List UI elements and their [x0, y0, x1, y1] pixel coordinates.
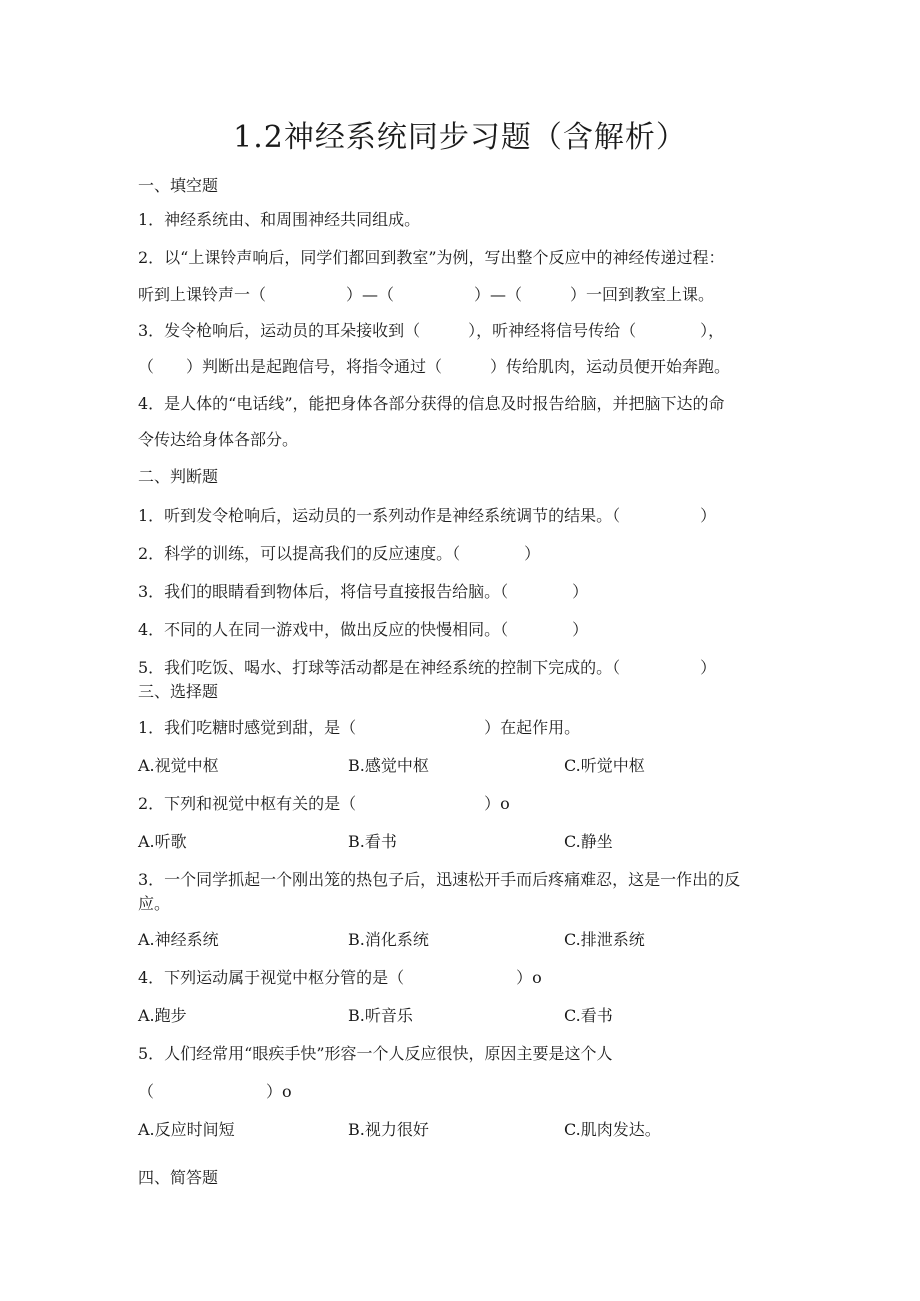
fill-question-4-line-2: 令传达给身体各部分。	[138, 430, 299, 449]
fill-question-3-line-1: 3．发令枪响后，运动员的耳朵接收到（ ），听神经将信号传给（ ），	[138, 321, 725, 340]
judge-question-1: 1．听到发令枪响后，运动员的一系列动作是神经系统调节的结果。（ ）	[138, 506, 717, 525]
choice-3-option-b: B.消化系统	[348, 930, 429, 949]
choice-question-5-line-1: 5．人们经常用“眼疾手快”形容一个人反应很快，原因主要是这个人	[138, 1044, 613, 1063]
choice-1-option-b: B.感觉中枢	[348, 756, 429, 775]
fill-question-4-line-1: 4．是人体的“电话线”，能把身体各部分获得的信息及时报告给脑，并把脑下达的命	[138, 394, 725, 413]
choice-2-option-c: C.静坐	[564, 832, 613, 851]
judge-question-5: 5．我们吃饭、喝水、打球等活动都是在神经系统的控制下完成的。（ ）	[138, 658, 717, 677]
choice-question-3-line-1: 3．一个同学抓起一个刚出笼的热包子后，迅速松开手而后疼痛难忍，这是一作出的反	[138, 870, 741, 889]
choice-question-2: 2．下列和视觉中枢有关的是（ ）o	[138, 794, 510, 813]
choice-5-option-a: A.反应时间短	[138, 1120, 235, 1139]
section-heading-judge: 二、判断题	[138, 467, 219, 486]
choice-4-option-a: A.跑步	[138, 1006, 187, 1025]
fill-question-2-line-1: 2．以“上课铃声响后，同学们都回到教室”为例，写出整个反应中的神经传递过程：	[138, 248, 725, 267]
fill-question-1: 1．神经系统由、和周围神经共同组成。	[138, 210, 421, 229]
fill-question-3-line-2: （ ）判断出是起跑信号，将指令通过（ ）传给肌肉，运动员便开始奔跑。	[138, 357, 731, 376]
judge-question-2: 2．科学的训练，可以提高我们的反应速度。（ ）	[138, 544, 541, 563]
choice-2-option-a: A.听歌	[138, 832, 187, 851]
judge-question-4: 4．不同的人在同一游戏中，做出反应的快慢相同。（ ）	[138, 620, 589, 639]
choice-3-option-c: C.排泄系统	[564, 930, 645, 949]
choice-4-option-b: B.听音乐	[348, 1006, 413, 1025]
choice-4-option-c: C.看书	[564, 1006, 613, 1025]
choice-question-5-line-2: （ ）o	[138, 1082, 292, 1101]
fill-question-2-line-2: 听到上课铃声一（ ）—（ ）—（ ）一回到教室上课。	[138, 285, 715, 304]
choice-5-option-c: C.肌肉发达。	[564, 1120, 661, 1139]
choice-2-option-b: B.看书	[348, 832, 397, 851]
choice-question-1: 1．我们吃糖时感觉到甜，是（ ）在起作用。	[138, 718, 581, 737]
choice-5-option-b: B.视力很好	[348, 1120, 429, 1139]
section-heading-fill: 一、填空题	[138, 176, 219, 195]
page-title: 1.2神经系统同步习题（含解析）	[233, 120, 687, 155]
choice-question-3-line-2: 应。	[138, 894, 171, 913]
judge-question-3: 3．我们的眼睛看到物体后，将信号直接报告给脑。（ ）	[138, 582, 589, 601]
section-heading-short: 四、简答题	[138, 1168, 219, 1187]
choice-question-4: 4．下列运动属于视觉中枢分管的是（ ）o	[138, 968, 542, 987]
choice-1-option-c: C.听觉中枢	[564, 756, 645, 775]
choice-1-option-a: A.视觉中枢	[138, 756, 219, 775]
section-heading-choice: 三、选择题	[138, 682, 219, 701]
choice-3-option-a: A.神经系统	[138, 930, 219, 949]
